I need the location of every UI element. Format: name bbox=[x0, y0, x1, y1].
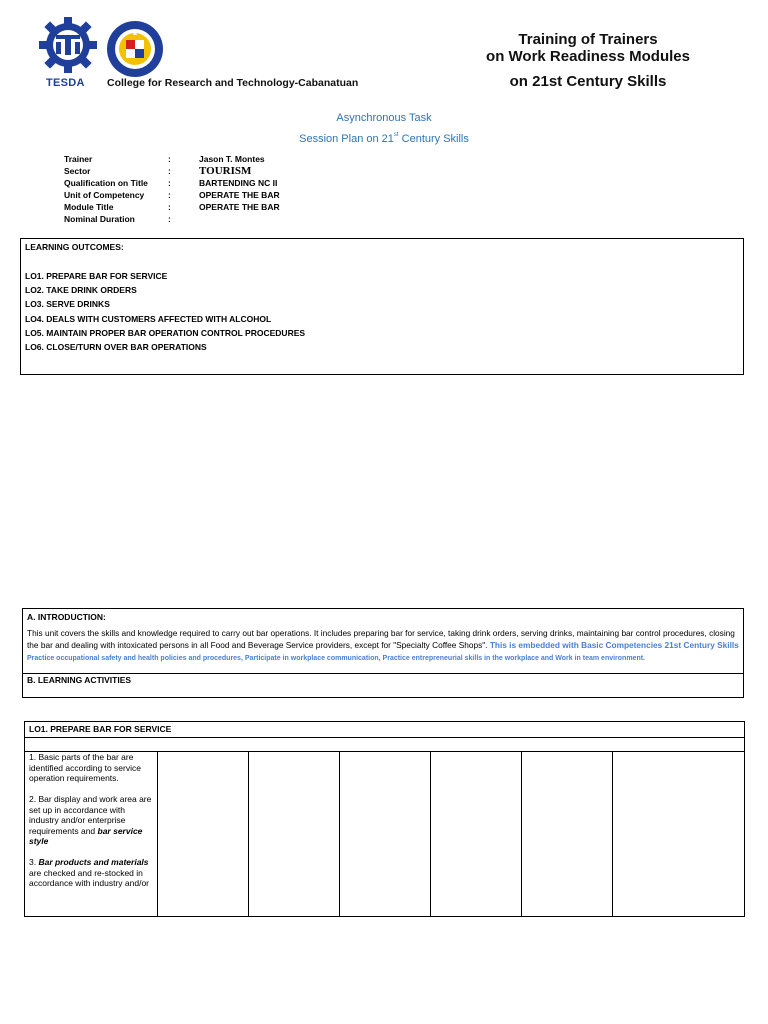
task-line-1: Asynchronous Task bbox=[336, 112, 432, 124]
list-item: LO4. DEALS WITH CUSTOMERS AFFECTED WITH ALCOHOL bbox=[25, 313, 272, 324]
college-name: College for Research and Technology-Cabanatuan bbox=[107, 77, 359, 89]
title-line-3: on 21st Century Skills bbox=[509, 73, 667, 90]
list-item: LO6. CLOSE/TURN OVER BAR OPERATIONS bbox=[25, 342, 207, 353]
session-info bbox=[64, 153, 399, 225]
learning-activities-heading: B. LEARNING ACTIVITIES bbox=[27, 675, 132, 685]
introduction-embedded: This is embedded with Basic Competencies 21st Century Skills bbox=[489, 640, 739, 650]
task-line-2: Session Plan on 21st Century Skills bbox=[299, 132, 469, 145]
table-cell bbox=[158, 752, 249, 916]
lo1-criteria-cell bbox=[25, 752, 158, 916]
introduction-body: This unit covers the skills and knowledge required to carry out bar operations. It includes preparing bar for service, taking drink orders, serving drinks, maintaining bar control procedures, closing the bar and dealing with intoxicated persons in all Food and Beverage Service providers, except for "Specialty Coffee Shops". bbox=[27, 628, 735, 650]
learning-outcomes-box bbox=[20, 238, 744, 375]
list-item: LO3. SERVE DRINKS bbox=[25, 299, 110, 310]
list-item: LO1. PREPARE BAR FOR SERVICE bbox=[25, 271, 168, 281]
tesda-label: TESDA bbox=[46, 77, 85, 89]
title-line-1: Training of Trainers bbox=[518, 31, 658, 48]
lo1-table-heading: LO1. PREPARE BAR FOR SERVICE bbox=[25, 722, 744, 738]
info-row-trainer: Trainer : Jason T. Montes bbox=[64, 154, 265, 164]
college-seal-icon bbox=[106, 20, 164, 78]
introduction-box bbox=[22, 608, 744, 698]
criterion-2: 2. Bar display and work area are set up in accordance with industry and/or enterprise requirements and bar service style bbox=[29, 794, 152, 846]
title-line-2: on Work Readiness Modules bbox=[486, 48, 690, 65]
criterion-3: 3. Bar products and materials are checked and re-stocked in accordance with industry and/or bbox=[29, 857, 150, 888]
info-row-module: Module Title : OPERATE THE BAR bbox=[64, 202, 280, 212]
info-row-duration: Nominal Duration : bbox=[64, 214, 171, 224]
lo1-table-blank-row bbox=[25, 738, 744, 752]
list-item: LO5. MAINTAIN PROPER BAR OPERATION CONTROL PROCEDURES bbox=[25, 327, 306, 338]
lo1-table bbox=[24, 721, 745, 917]
introduction-competencies: Practice occupational safety and health policies and procedures, Participate in workplace communication, Practice entrepreneurial skills in the workplace and Work in team environment. bbox=[27, 655, 646, 662]
info-row-qualification: Qualification on Title : BARTENDING NC II bbox=[64, 178, 278, 188]
tesda-logo-icon bbox=[38, 16, 98, 74]
list-item: LO2. TAKE DRINK ORDERS bbox=[25, 285, 137, 296]
table-cell bbox=[431, 752, 522, 916]
criterion-1: 1. Basic parts of the bar are identified according to service operation requirements. bbox=[29, 752, 141, 783]
info-row-sector: Sector : TOURISM bbox=[64, 165, 252, 177]
introduction-text bbox=[27, 627, 739, 665]
table-row bbox=[25, 752, 744, 916]
info-row-unit: Unit of Competency : OPERATE THE BAR bbox=[64, 190, 280, 200]
introduction-heading: A. INTRODUCTION: bbox=[27, 612, 106, 622]
task-title bbox=[0, 110, 768, 148]
divider bbox=[23, 673, 743, 674]
table-cell bbox=[249, 752, 340, 916]
table-cell bbox=[613, 752, 744, 916]
learning-outcomes-heading: LEARNING OUTCOMES: bbox=[25, 242, 124, 252]
table-cell bbox=[340, 752, 431, 916]
learning-outcomes-list bbox=[25, 269, 743, 354]
table-cell bbox=[522, 752, 613, 916]
page-title bbox=[468, 31, 708, 90]
